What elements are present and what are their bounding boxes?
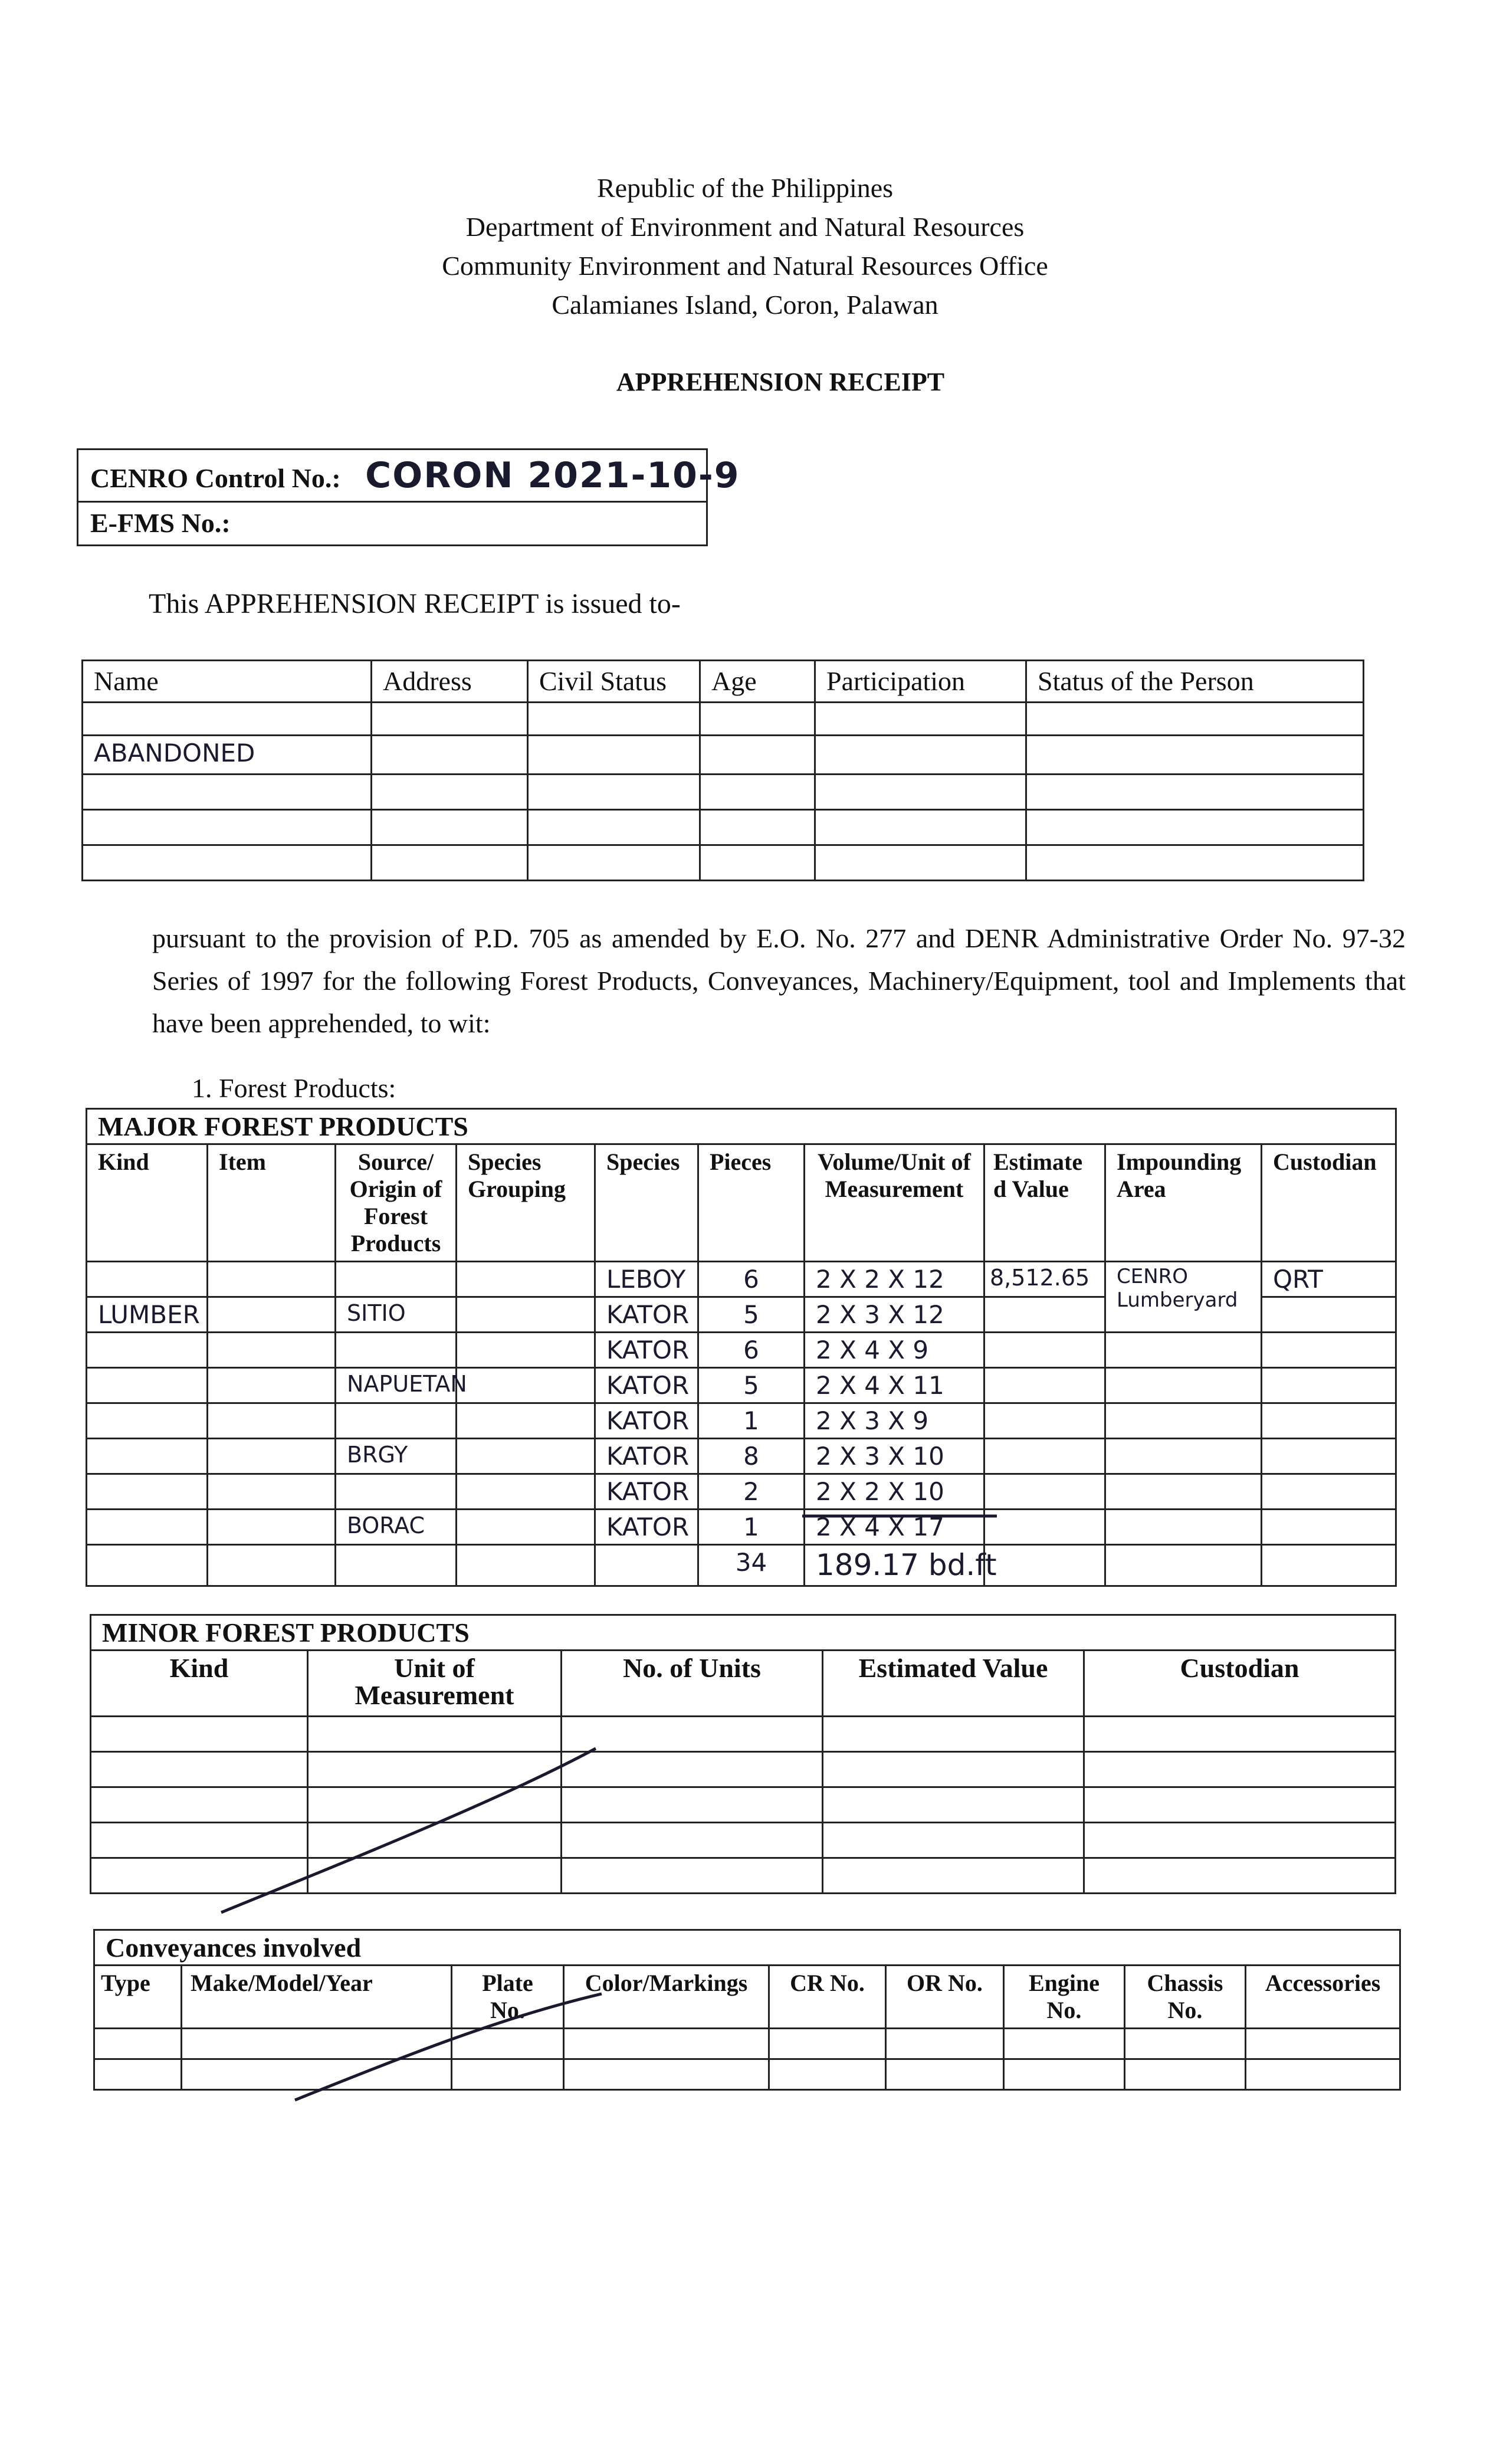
major-col-impounding-area: Impounding Area bbox=[1105, 1144, 1262, 1262]
conv-col-engine: Engine No. bbox=[1004, 1966, 1125, 2029]
persons-table bbox=[81, 660, 1364, 881]
control-number-box bbox=[77, 448, 740, 546]
major-col-item: Item bbox=[208, 1144, 336, 1262]
major-source-cell: NAPUETAN bbox=[336, 1368, 457, 1403]
major-cell bbox=[984, 1474, 1105, 1510]
major-cell bbox=[1262, 1474, 1396, 1510]
minor-col-no-units: No. of Units bbox=[562, 1651, 823, 1717]
major-cell bbox=[1262, 1333, 1396, 1368]
efms-label: E-FMS No.: bbox=[90, 508, 231, 538]
major-pieces-cell: 1 bbox=[698, 1403, 805, 1439]
major-cell bbox=[457, 1545, 595, 1586]
major-species-cell: KATOR bbox=[595, 1403, 698, 1439]
major-species-cell: KATOR bbox=[595, 1439, 698, 1474]
major-pieces-cell: 8 bbox=[698, 1439, 805, 1474]
major-row bbox=[87, 1368, 1396, 1403]
minor-col-unit: Unit of Measurement bbox=[308, 1651, 562, 1717]
major-volume-cell: 2 X 3 X 10 bbox=[805, 1439, 984, 1474]
major-cell bbox=[208, 1474, 336, 1510]
col-civil-status: Civil Status bbox=[528, 661, 700, 703]
major-cell bbox=[984, 1403, 1105, 1439]
major-source-cell: SITIO bbox=[336, 1297, 457, 1333]
major-cell bbox=[87, 1403, 208, 1439]
major-row bbox=[87, 1474, 1396, 1510]
major-species-cell: LEBOY bbox=[595, 1262, 698, 1297]
document-title: APPREHENSION RECEIPT bbox=[616, 368, 945, 396]
conveyances-title: Conveyances involved bbox=[94, 1930, 1400, 1966]
minor-forest-products-table bbox=[90, 1614, 1396, 1894]
col-address: Address bbox=[372, 661, 528, 703]
major-col-kind: Kind bbox=[87, 1144, 208, 1262]
major-row bbox=[87, 1510, 1396, 1545]
major-cell bbox=[595, 1545, 698, 1586]
major-cell bbox=[87, 1510, 208, 1545]
major-cell bbox=[1105, 1368, 1262, 1403]
major-row bbox=[87, 1262, 1396, 1297]
person-name-entry: ABANDONED bbox=[83, 736, 372, 775]
issued-to-text: This APPREHENSION RECEIPT is issued to- bbox=[149, 588, 681, 619]
major-cell bbox=[457, 1474, 595, 1510]
major-cell bbox=[208, 1262, 336, 1297]
major-cell bbox=[1105, 1403, 1262, 1439]
major-cell bbox=[87, 1474, 208, 1510]
major-species-cell: KATOR bbox=[595, 1333, 698, 1368]
major-pieces-cell: 1 bbox=[698, 1510, 805, 1545]
col-age: Age bbox=[700, 661, 815, 703]
major-cell bbox=[208, 1297, 336, 1333]
major-volume-cell: 2 X 2 X 10 bbox=[805, 1474, 984, 1510]
major-cell bbox=[87, 1333, 208, 1368]
conveyances-table bbox=[93, 1929, 1401, 2091]
major-pieces-cell: 5 bbox=[698, 1368, 805, 1403]
major-cell bbox=[208, 1510, 336, 1545]
minor-col-kind: Kind bbox=[91, 1651, 308, 1717]
col-participation: Participation bbox=[815, 661, 1026, 703]
major-cell bbox=[1262, 1297, 1396, 1333]
major-volume-cell: 2 X 3 X 12 bbox=[805, 1297, 984, 1333]
major-source-cell: BORAC bbox=[336, 1510, 457, 1545]
major-cell bbox=[1262, 1368, 1396, 1403]
major-species-cell: KATOR bbox=[595, 1510, 698, 1545]
major-cell bbox=[336, 1403, 457, 1439]
major-col-custodian: Custodian bbox=[1262, 1144, 1396, 1262]
major-volume-cell: 2 X 4 X 11 bbox=[805, 1368, 984, 1403]
major-cell bbox=[984, 1439, 1105, 1474]
major-cell bbox=[336, 1262, 457, 1297]
cenro-control-value: CORON 2021-10-9 bbox=[365, 455, 740, 496]
major-estimated-value-cell: 8,512.65 bbox=[984, 1262, 1105, 1297]
conv-col-color: Color/Markings bbox=[564, 1966, 769, 2029]
major-cell bbox=[457, 1262, 595, 1297]
major-volume-cell: 2 X 4 X 17 bbox=[805, 1510, 984, 1545]
major-volume-cell: 2 X 3 X 9 bbox=[805, 1403, 984, 1439]
major-cell bbox=[1262, 1510, 1396, 1545]
major-cell bbox=[1105, 1474, 1262, 1510]
major-col-volume: Volume/Unit of Measurement bbox=[805, 1144, 984, 1262]
major-row bbox=[87, 1333, 1396, 1368]
major-cell bbox=[208, 1403, 336, 1439]
major-cell bbox=[1262, 1545, 1396, 1586]
minor-col-custodian: Custodian bbox=[1084, 1651, 1396, 1717]
major-total-row bbox=[87, 1545, 1396, 1586]
major-col-pieces: Pieces bbox=[698, 1144, 805, 1262]
major-cell bbox=[457, 1333, 595, 1368]
header-office: Community Environment and Natural Resources Office bbox=[442, 251, 1048, 281]
major-pieces-cell: 5 bbox=[698, 1297, 805, 1333]
major-cell bbox=[984, 1510, 1105, 1545]
conv-col-accessories: Accessories bbox=[1246, 1966, 1400, 2029]
section-forest-products: 1. Forest Products: bbox=[192, 1073, 396, 1103]
major-pieces-cell: 2 bbox=[698, 1474, 805, 1510]
major-cell bbox=[87, 1545, 208, 1586]
major-col-source: Source/ Origin of Forest Products bbox=[336, 1144, 457, 1262]
major-species-cell: KATOR bbox=[595, 1297, 698, 1333]
major-species-cell: KATOR bbox=[595, 1474, 698, 1510]
major-kind-cell: LUMBER bbox=[87, 1297, 208, 1333]
major-cell bbox=[1262, 1403, 1396, 1439]
major-cell bbox=[984, 1333, 1105, 1368]
cenro-control-label: CENRO Control No.: bbox=[90, 463, 341, 493]
major-cell bbox=[336, 1333, 457, 1368]
major-cell bbox=[1262, 1439, 1396, 1474]
major-cell bbox=[1105, 1510, 1262, 1545]
header-location: Calamianes Island, Coron, Palawan bbox=[552, 290, 938, 320]
major-cell bbox=[984, 1545, 1105, 1586]
major-row bbox=[87, 1403, 1396, 1439]
minor-col-estimated-value: Estimated Value bbox=[823, 1651, 1084, 1717]
pursuant-paragraph: pursuant to the provision of P.D. 705 as amended by E.O. No. 277 and DENR Administrative Order No. 97-32 Series of 1997 for the following Forest Products, Conveyances, Machinery/Equipment, tool and Implements that have been apprehended, to wit: bbox=[152, 923, 1406, 1038]
conv-col-or: OR No. bbox=[886, 1966, 1004, 2029]
major-total-pieces: 34 bbox=[698, 1545, 805, 1586]
major-cell bbox=[457, 1297, 595, 1333]
major-cell bbox=[1105, 1439, 1262, 1474]
major-col-species-grouping: Species Grouping bbox=[457, 1144, 595, 1262]
major-impounding-area-cell: CENRO Lumberyard bbox=[1105, 1262, 1262, 1333]
major-cell bbox=[1105, 1333, 1262, 1368]
major-cell bbox=[336, 1474, 457, 1510]
major-pieces-cell: 6 bbox=[698, 1262, 805, 1297]
major-cell bbox=[457, 1439, 595, 1474]
major-cell bbox=[208, 1545, 336, 1586]
major-volume-cell: 2 X 2 X 12 bbox=[805, 1262, 984, 1297]
conv-col-cr: CR No. bbox=[769, 1966, 886, 2029]
major-cell bbox=[984, 1368, 1105, 1403]
major-title: MAJOR FOREST PRODUCTS bbox=[87, 1109, 1396, 1144]
major-cell bbox=[457, 1403, 595, 1439]
major-cell bbox=[208, 1333, 336, 1368]
major-cell bbox=[336, 1545, 457, 1586]
major-custodian-cell: QRT bbox=[1262, 1262, 1396, 1297]
major-cell bbox=[87, 1262, 208, 1297]
major-cell bbox=[984, 1297, 1105, 1333]
header-republic: Republic of the Philippines bbox=[596, 173, 894, 203]
major-forest-products-table bbox=[86, 1108, 1397, 1587]
col-status-of-person: Status of the Person bbox=[1026, 661, 1364, 703]
header-department: Department of Environment and Natural Resources bbox=[465, 212, 1025, 242]
major-cell bbox=[1105, 1545, 1262, 1586]
major-cell bbox=[87, 1439, 208, 1474]
major-pieces-cell: 6 bbox=[698, 1333, 805, 1368]
major-total-volume: 189.17 bd.ft bbox=[805, 1545, 984, 1586]
major-cell bbox=[208, 1368, 336, 1403]
major-source-cell: BRGY bbox=[336, 1439, 457, 1474]
conv-col-plate: Plate No. bbox=[452, 1966, 564, 2029]
minor-title: MINOR FOREST PRODUCTS bbox=[91, 1615, 1396, 1651]
conv-col-chassis: Chassis No. bbox=[1125, 1966, 1246, 2029]
major-cell bbox=[457, 1368, 595, 1403]
major-volume-cell: 2 X 4 X 9 bbox=[805, 1333, 984, 1368]
conv-col-make: Make/Model/Year bbox=[182, 1966, 452, 2029]
major-col-estimated-value: Estimate d Value bbox=[984, 1144, 1105, 1262]
major-col-species: Species bbox=[595, 1144, 698, 1262]
major-species-cell: KATOR bbox=[595, 1368, 698, 1403]
major-cell bbox=[208, 1439, 336, 1474]
conv-col-type: Type bbox=[94, 1966, 182, 2029]
col-name: Name bbox=[83, 661, 372, 703]
major-cell bbox=[457, 1510, 595, 1545]
major-row bbox=[87, 1439, 1396, 1474]
major-cell bbox=[87, 1368, 208, 1403]
